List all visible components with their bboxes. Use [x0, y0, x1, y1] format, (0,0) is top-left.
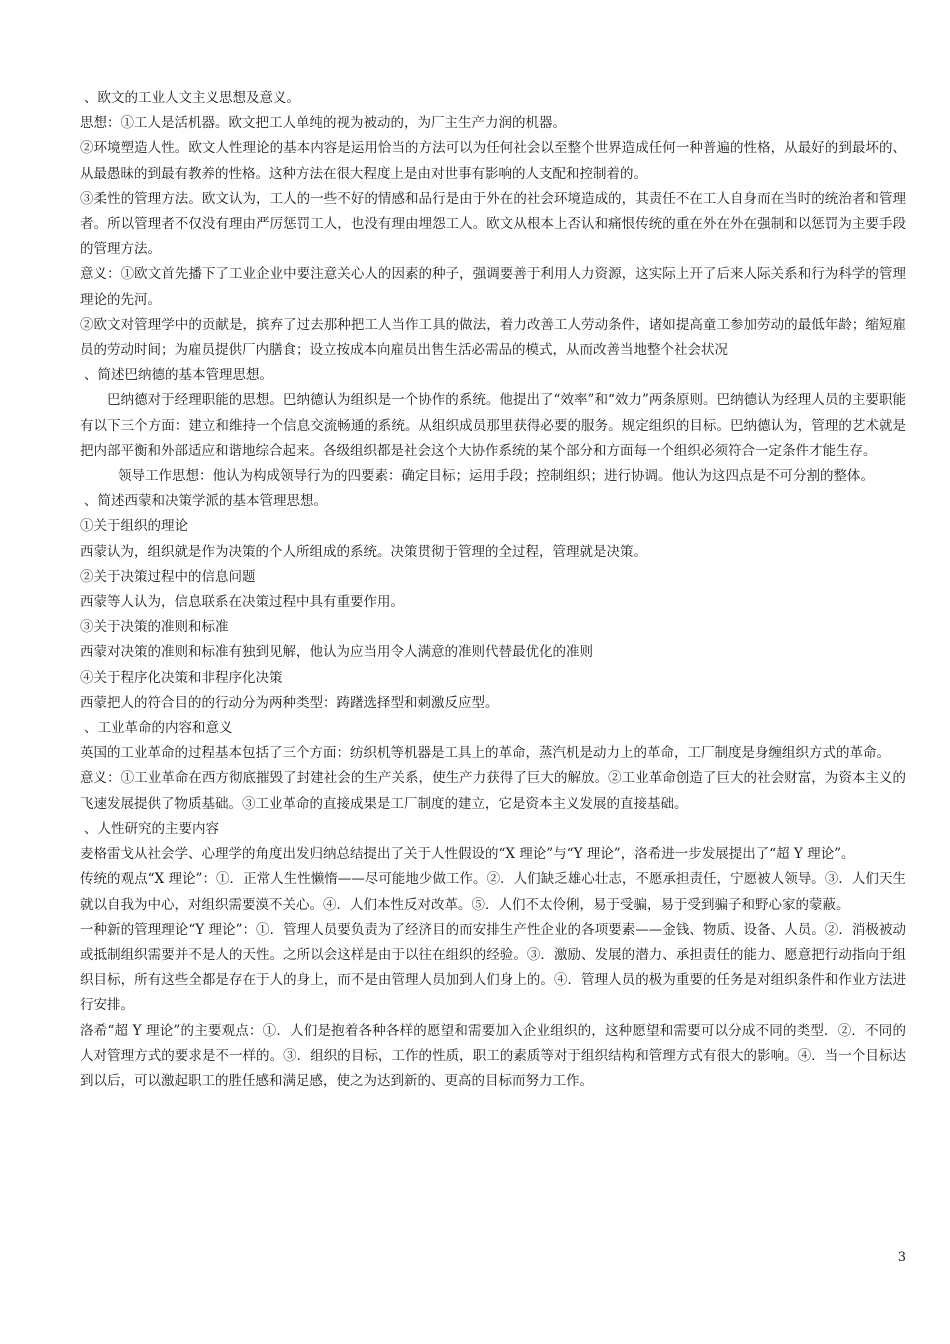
paragraph: ②关于决策过程中的信息问题 [80, 568, 256, 585]
paragraph: 西蒙认为，组织就是作为决策的个人所组成的系统。决策贯彻于管理的全过程，管理就是决策。 [80, 543, 647, 560]
paragraph: ④关于程序化决策和非程序化决策 [80, 669, 283, 686]
paragraph: 麦格雷戈从社会学、心理学的角度出发归纳总结提出了关于人性假设的“X 理论”与“Y 理论”，洛希进一步发展提出了“超 Y 理论”。 [80, 846, 855, 863]
paragraph: 思想：①工人是活机器。欧文把工人单纯的视为被动的，为厂主生产力润的机器。 [80, 115, 566, 132]
section-heading: 、人性研究的主要内容 [84, 820, 219, 837]
paragraph: 英国的工业革命的过程基本包括了三个方面：纺织机等机器是工具上的革命，蒸汽机是动力上的革命，工厂制度是身缠组织方式的革命。 [80, 745, 890, 762]
paragraph: 西蒙把人的符合目的的行动分为两种类型：踌躇选择型和刺激反应型。 [80, 694, 499, 711]
paragraph: 传统的观点“X 理论”：①．正常人生性懒惰——尽可能地少做工作。②．人们缺乏雄心壮志，不愿承担责任，宁愿被人领导。③．人们天生就以自我为中心，对组织需要漠不关心。④．人们本性反对改革。⑤．人们不太伶俐，易于受骗，易于受到骗子和野心家的蒙蔽。 [80, 871, 906, 913]
section-heading: 、工业革命的内容和意义 [84, 720, 233, 737]
paragraph: 领导工作思想：他认为构成领导行为的四要素：确定目标；运用手段；控制组织；进行协调。他认为这四点是不可分割的整体。 [118, 468, 874, 485]
paragraph: 意义：①欧文首先播下了工业企业中要注意关心人的因素的种子，强调要善于利用人力资源，这实际上开了后来人际关系和行为科学的管理理论的先河。 [80, 266, 906, 308]
section-heading: 、欧文的工业人文主义思想及意义。 [84, 90, 300, 106]
paragraph: 巴纳德对于经理职能的思想。巴纳德认为组织是一个协作的系统。他提出了“效率”和“效力”两条原则。巴纳德认为经理人员的主要职能有以下三个方面：建立和维持一个信息交流畅通的系统。从组织成员那里获得必要的服务。规定组织的目标。巴纳德认为，管理的艺术就是把内部平衡和外部适应和谐地综合起来。各级组织都是社会这个大协作系统的某个部分和方面每一个组织必须符合一定条件才能生存。 [80, 392, 906, 459]
paragraph: ③柔性的管理方法。欧文认为，工人的一些不好的情感和品行是由于外在的社会环境造成的，其责任不在工人自身而在当时的统治者和管理者。所以管理者不仅没有理由严厉惩罚工人，也没有理由埋怨工人。欧文从根本上否认和痛恨传统的重在外在外在强制和以惩罚为主要手段的管理方法。 [80, 190, 906, 258]
paragraph: 西蒙等人认为，信息联系在决策过程中具有重要作用。 [80, 594, 404, 611]
paragraph: 意义：①工业革命在西方彻底摧毁了封建社会的生产关系，使生产力获得了巨大的解放。②工业革命创造了巨大的社会财富，为资本主义的飞速发展提供了物质基础。③工业革命的直接成果是工厂制度的建立，它是资本主义发展的直接基础。 [80, 770, 906, 812]
document-body [80, 86, 906, 1094]
paragraph: ②欧文对管理学中的贡献是，摈弃了过去那种把工人当作工具的做法，着力改善工人劳动条件，诸如提高童工参加劳动的最低年龄；缩短雇员的劳动时间；为雇员提供厂内膳食；设立按成本向雇员出售生活必需品的模式，从而改善当地整个社会状况 [80, 316, 906, 359]
paragraph: 一种新的管理理论“Y 理论”：①．管理人员要负责为了经济目的而安排生产性企业的各项要素——金钱、物质、设备、人员。②．消极被动或抵制组织需要并不是人的天性。之所以会这样是由于以往在组织的经验。③．激励、发展的潜力、承担责任的能力、愿意把行动指向于组织目标，所有这些全都是存在于人的身上，而不是由管理人员加到人们身上的。④．管理人员的极为重要的任务是对组织条件和作业方法进行安排。 [80, 921, 906, 1014]
paragraph: ①关于组织的理论 [80, 518, 188, 535]
paragraph: ③关于决策的准则和标准 [80, 619, 229, 636]
paragraph: ②环境塑造人性。欧文人性理论的基本内容是运用恰当的方法可以为任何社会以至整个世界造成任何一种普遍的性格，从最好的到最坏的、从最愚昧的到最有教养的性格。这种方法在很大程度上是由对世事有影响的人支配和控制着的。 [80, 140, 906, 182]
paragraph: 西蒙对决策的准则和标准有独到见解，他认为应当用令人满意的准则代替最优化的准则 [80, 644, 593, 661]
page-number: 3 [897, 1250, 906, 1265]
section-heading: 、简述西蒙和决策学派的基本管理思想。 [84, 493, 327, 510]
paragraph: 洛希“超 Y 理论”的主要观点：①．人们是抱着各种各样的愿望和需要加入企业组织的，这种愿望和需要可以分成不同的类型．②．不同的人对管理方式的要求是不一样的。③．组织的目标，工作的性质，职工的素质等对于组织结构和管理方式有很大的影响。④．当一个目标达到以后，可以激起职工的胜任感和满足感，使之为达到新的、更高的目标而努力工作。 [80, 1022, 906, 1089]
section-heading: 、简述巴纳德的基本管理思想。 [84, 367, 273, 384]
